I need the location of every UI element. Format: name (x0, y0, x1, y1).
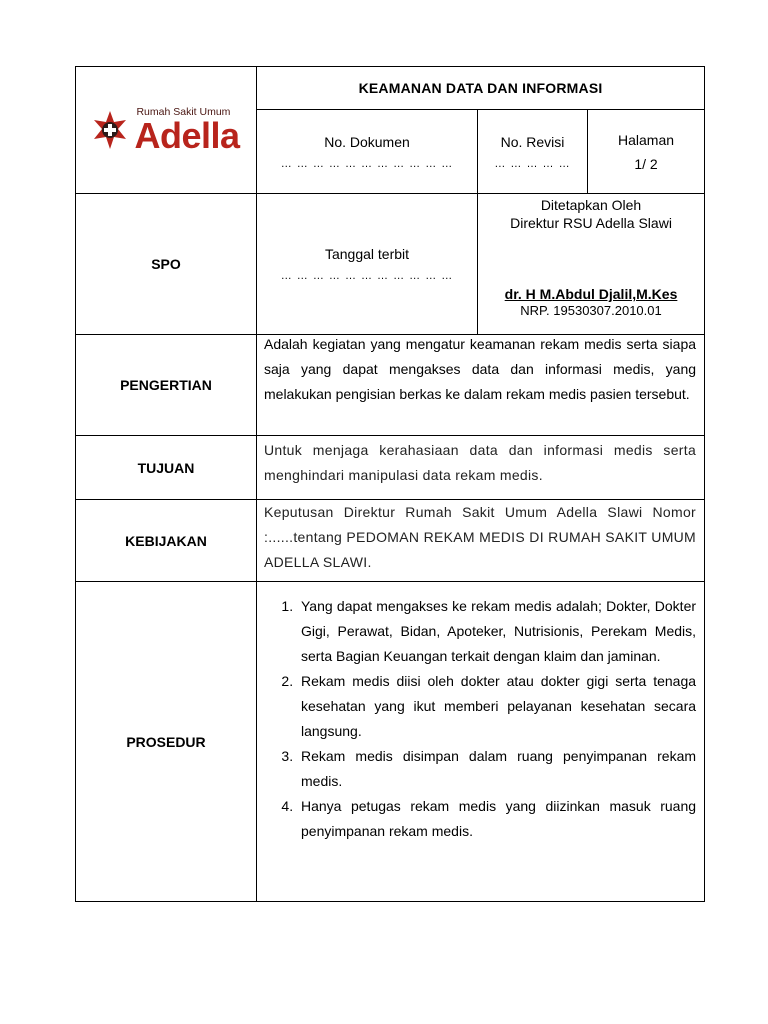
kebijakan-text: Keputusan Direktur Rumah Sakit Umum Adella Slawi Nomor :......tentang PEDOMAN REKAM MEDIS DI RUMAH SAKIT UMUM ADELLA SLAWI. (264, 504, 697, 570)
spo-document (75, 66, 704, 901)
no-dokumen-cell (257, 110, 478, 194)
logo-caption: Rumah Sakit Umum (136, 106, 231, 118)
prosedur-step: 1. Yang dapat mengakses ke rekam medis adalah; Dokter, Dokter Gigi, Perawat, Bidan, Apoteker, Nutrisionis, Perekam Medis, serta Bagian Keuangan terkait dengan klaim dan jaminan. (297, 594, 696, 669)
signer-nrp: NRP. 19530307.2010.01 (520, 303, 662, 318)
halaman-value: 1/ 2 (634, 155, 658, 172)
ditetapkan-line1: Ditetapkan Oleh (540, 197, 642, 213)
prosedur-cell (257, 582, 705, 902)
prosedur-step: 4. Hanya petugas rekam medis yang diizinkan masuk ruang penyimpanan rekam medis. (297, 794, 696, 844)
spo-table (75, 66, 705, 902)
prosedur-step: 3. Rekam medis disimpan dalam ruang penyimpanan rekam medis. (297, 744, 696, 794)
tujuan-label: TUJUAN (76, 436, 257, 500)
no-revisi-value: … … … … … (494, 157, 571, 170)
tanggal-label: Tanggal terbit (324, 246, 410, 262)
tujuan-cell (257, 436, 705, 500)
hospital-logo (76, 106, 256, 154)
star-cross-icon (92, 110, 128, 150)
pengertian-label: PENGERTIAN (76, 335, 257, 436)
no-dokumen-label: No. Dokumen (324, 133, 410, 150)
tujuan-text: Untuk menjaga kerahasiaan data dan informasi medis serta menghindari manipulasi data rekam medis. (264, 442, 697, 483)
no-dokumen-value: … … … … … … … … … … … (280, 157, 454, 170)
pengertian-cell (257, 335, 705, 436)
no-revisi-label: No. Revisi (500, 133, 565, 150)
spo-label: SPO (76, 194, 257, 335)
prosedur-label: PROSEDUR (76, 582, 257, 902)
ditetapkan-line2: Direktur RSU Adella Slawi (510, 215, 672, 231)
logo-cell (76, 67, 257, 194)
prosedur-list (257, 594, 704, 844)
prosedur-step: 2. Rekam medis diisi oleh dokter atau dokter gigi serta tenaga kesehatan yang ikut memberi pelayanan kesehatan secara langsung. (297, 669, 696, 744)
no-revisi-cell (478, 110, 588, 194)
signer-name: dr. H M.Abdul Djalil,M.Kes (504, 286, 678, 302)
ditetapkan-cell (478, 194, 705, 335)
kebijakan-label: KEBIJAKAN (76, 500, 257, 582)
tanggal-value: … … … … … … … … … … … (280, 270, 454, 282)
document-title: KEAMANAN DATA DAN INFORMASI (257, 67, 705, 110)
kebijakan-cell (257, 500, 705, 582)
tanggal-cell (257, 194, 478, 335)
pengertian-text: Adalah kegiatan yang mengatur keamanan rekam medis serta siapa saja yang dapat mengakses data dan informasi medis, yang melakukan pengisian berkas ke dalam rekam medis pasien tersebut. (264, 336, 697, 402)
halaman-cell (588, 110, 705, 194)
halaman-label: Halaman (618, 131, 675, 148)
logo-name: Adella (134, 115, 240, 156)
